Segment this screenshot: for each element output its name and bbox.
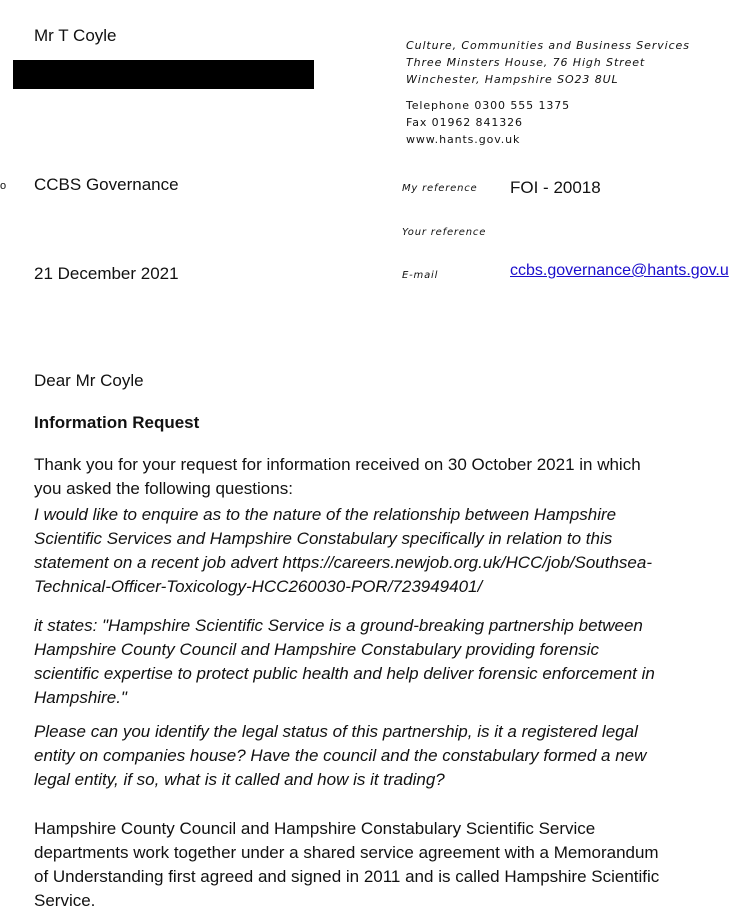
text-line: Service. <box>34 891 96 910</box>
text-line: departments work together under a shared service agreement with a Memorandum <box>34 843 659 862</box>
my-reference-value: FOI - 20018 <box>510 178 601 197</box>
letterhead-address-line-2: Winchester, Hampshire SO23 8UL <box>406 73 619 86</box>
recipient-name: Mr T Coyle <box>34 26 117 45</box>
sender-department: CCBS Governance <box>34 175 179 194</box>
text-line: you asked the following questions: <box>34 479 293 498</box>
text-line: scientific expertise to protect public health and help deliver forensic enforcement in <box>34 664 655 683</box>
text-line: Hampshire County Council and Hampshire Constabulary Scientific Service <box>34 819 596 838</box>
salutation: Dear Mr Coyle <box>34 371 144 390</box>
question-2-paragraph <box>34 614 750 710</box>
question-3-paragraph <box>34 720 750 792</box>
redacted-address-block <box>13 60 314 89</box>
text-line: legal entity, if so, what is it called and how is it trading? <box>34 770 445 789</box>
letterhead-fax: Fax 01962 841326 <box>406 116 523 129</box>
text-line: it states: "Hampshire Scientific Service is a ground-breaking partnership between <box>34 616 643 635</box>
letterhead-website[interactable]: www.hants.gov.uk <box>406 133 521 146</box>
letterhead-telephone: Telephone 0300 555 1375 <box>406 99 571 112</box>
text-line: Please can you identify the legal status of this partnership, is it a registered legal <box>34 722 638 741</box>
letterhead-department: Culture, Communities and Business Services <box>406 39 690 52</box>
margin-mark: o <box>0 180 7 192</box>
answer-paragraph <box>34 817 750 913</box>
email-link[interactable]: ccbs.governance@hants.gov.u <box>510 262 729 279</box>
intro-paragraph <box>34 453 750 501</box>
text-line: statement on a recent job advert https://careers.newjob.org.uk/HCC/job/Southsea- <box>34 553 652 572</box>
letterhead-address-line-1: Three Minsters House, 76 High Street <box>406 56 646 69</box>
letter-subject: Information Request <box>34 413 200 432</box>
my-reference-label: My reference <box>402 183 478 194</box>
email-label: E-mail <box>402 270 439 281</box>
text-line: of Understanding first agreed and signed in 2011 and is called Hampshire Scientific <box>34 867 660 886</box>
your-reference-label: Your reference <box>402 227 487 238</box>
question-1-paragraph <box>34 503 750 599</box>
text-line: Technical-Officer-Toxicology-HCC260030-POR/723949401/ <box>34 577 483 596</box>
text-line: Hampshire County Council and Hampshire Constabulary providing forensic <box>34 640 600 659</box>
letter-date: 21 December 2021 <box>34 264 179 283</box>
text-line: I would like to enquire as to the nature of the relationship between Hampshire <box>34 505 617 524</box>
text-line: Scientific Services and Hampshire Constabulary specifically in relation to this <box>34 529 613 548</box>
text-line: entity on companies house? Have the council and the constabulary formed a new <box>34 746 647 765</box>
text-line: Hampshire." <box>34 688 127 707</box>
text-line: Thank you for your request for information received on 30 October 2021 in which <box>34 455 641 474</box>
